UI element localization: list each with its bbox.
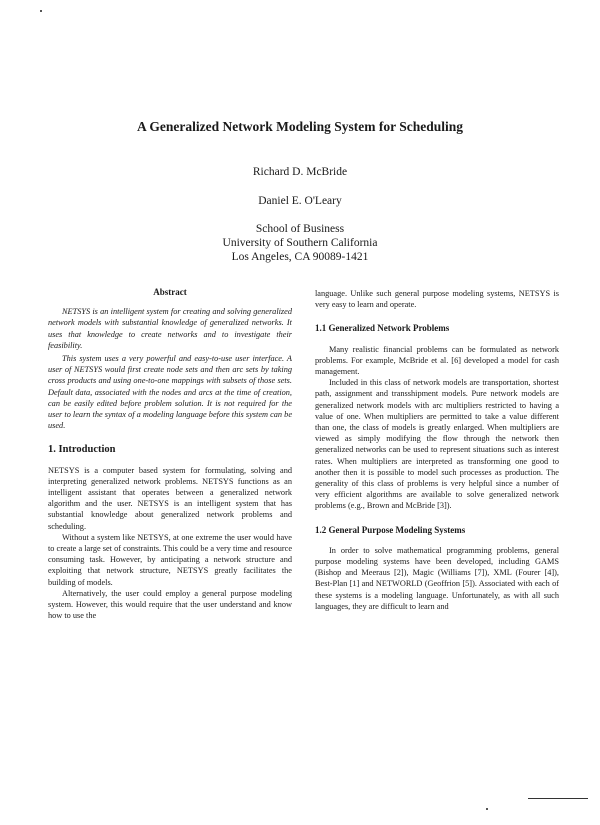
body-paragraph: Alternatively, the user could employ a general purpose modeling system. However, this would require that the user understand and know how to use the xyxy=(48,588,292,621)
body-paragraph: Many realistic financial problems can be formulated as network problems. For example, McBride et al. [6] developed a model for cash management. xyxy=(315,344,559,377)
abstract-heading: Abstract xyxy=(153,287,187,297)
abstract-paragraph: This system uses a very powerful and easy-to-use user interface. A user of NETSYS would first create node sets and then arc sets by taking cross products and using one-to-one mappings with subsets of those sets. Default data, associated with the nodes and arcs at the time of creation, can be easily edited before problem solution. It is not required for the user to learn the syntax of a modeling language before this system can be used. xyxy=(48,354,292,431)
footnote-rule xyxy=(528,798,588,799)
scan-mark xyxy=(486,808,488,810)
subsection-heading: 1.1 Generalized Network Problems xyxy=(315,323,450,334)
abstract-paragraph: NETSYS is an intelligent system for creating and solving generalized network models with substantial knowledge of generalized networks. It uses that knowledge to create networks and to investigate their feasibility. xyxy=(48,307,292,350)
affiliation-line: Los Angeles, CA 90089-1421 xyxy=(231,251,369,263)
scan-mark xyxy=(40,10,42,12)
body-paragraph: Without a system like NETSYS, at one extreme the user would have to create a large set of constraints. This could be a very time and resource consuming task. However, by anticipating a network structure and exploiting that network structure, NETSYS greatly facilitates the building of models. xyxy=(48,532,292,587)
subsection-heading: 1.2 General Purpose Modeling Systems xyxy=(315,524,466,535)
right-column xyxy=(315,288,559,612)
affiliation-line: School of Business xyxy=(255,223,345,235)
body-paragraph: language. Unlike such general purpose modeling systems, NETSYS is very easy to learn and operate. xyxy=(315,289,559,310)
affiliation-line: University of Southern California xyxy=(222,237,378,249)
body-paragraph: NETSYS is a computer based system for formulating, solving and interpreting generalized network problems. NETSYS functions as an intelligent assistant that operates between a generalized network algorithm and the user. NETSYS is an intelligent system that has substantial knowledge about generalized network problems and scheduling. xyxy=(48,465,292,531)
body-paragraph: In order to solve mathematical programming problems, general purpose modeling systems have been developed, including GAMS (Bishop and Meeraus [2]), Magic (Williams [7]), XML (Fourer [4]), Best-Plan [1] and NETWORLD (Geoffrion [5]). Associated with each of these systems is a modeling language. Unfortunately, as with all such languages, they are difficult to learn and xyxy=(315,545,559,611)
paper-title: A Generalized Network Modeling System for Scheduling xyxy=(137,119,463,134)
section-heading: 1. Introduction xyxy=(48,444,116,456)
left-column xyxy=(48,287,292,621)
author-name: Richard D. McBride xyxy=(252,166,348,178)
body-paragraph: Included in this class of network models are transportation, shortest path, assignment and transshipment models. Pure network models are generalized network models with arc multipliers restricted to having a value of one. When multipliers are permitted to take a value different than one, the class of models is greatly enlarged. When multipliers are viewed as simply modifying the flow through the network then generalized networks can be used to represent situations such as interest rates. When multipliers are interpreted as transforming one good to another then it is possible to model such processes as production. The generality of this class of problems is very helpful since a number of very efficient algorithms are available to solve generalized network problems (e.g., Brown and McBride [3]). xyxy=(315,378,559,511)
author-name: Daniel E. O'Leary xyxy=(258,195,342,207)
